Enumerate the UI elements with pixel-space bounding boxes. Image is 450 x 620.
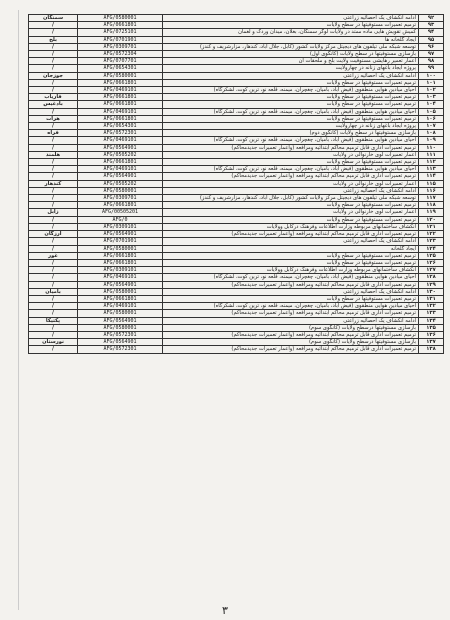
project-code-cell: AFG/0469101: [78, 303, 163, 310]
description-cell: ترمیم تعمیرات مستوفیتها در سطح ولایات: [163, 259, 419, 266]
row-number-cell: ۱۱۷: [419, 195, 444, 202]
row-number-cell: ۱۳۰: [419, 288, 444, 295]
table-row: [29, 317, 444, 324]
project-code-cell: AFG/0469101: [78, 137, 163, 144]
description-cell: اعمار تعمیر رهایشی مستوفیت ولایت بلخ و ملحقات آن: [163, 58, 419, 65]
row-number-cell: ۹۵: [419, 36, 444, 43]
table-row: [29, 274, 444, 281]
province-cell: جوزجان: [29, 72, 78, 79]
row-number-cell: ۱۳۷: [419, 339, 444, 346]
table-row: [29, 216, 444, 223]
table-row: [29, 180, 444, 187]
table-row: [29, 58, 444, 65]
province-cell: غور: [29, 252, 78, 259]
project-code-cell: AFG/0572301: [78, 130, 163, 137]
project-code-cell: AFG/0661801: [78, 101, 163, 108]
province-cell: /: [29, 137, 78, 144]
province-cell: فاریاب: [29, 94, 78, 101]
project-code-cell: AFG/0661801: [78, 79, 163, 86]
row-number-cell: ۱۳۱: [419, 295, 444, 302]
row-number-cell: ۹۹: [419, 65, 444, 72]
row-number-cell: ۱۱۴: [419, 173, 444, 180]
row-number-cell: ۱۳۳: [419, 310, 444, 317]
row-number-cell: ۱۲۱: [419, 223, 444, 230]
description-cell: بازسازی مستوفیتها در سطح ولایات (کانگوی اول): [163, 51, 419, 58]
project-table: [28, 14, 444, 354]
table-row: [29, 259, 444, 266]
row-number-cell: ۱۲۷: [419, 267, 444, 274]
row-number-cell: ۱۰۸: [419, 130, 444, 137]
table-row: [29, 87, 444, 94]
project-code-cell: AFG/0564901: [78, 339, 163, 346]
row-number-cell: ۱۱۱: [419, 151, 444, 158]
table-row: [29, 187, 444, 194]
project-code-cell: AFG/0469101: [78, 108, 163, 115]
project-code-cell: AFG/0707701: [78, 58, 163, 65]
row-number-cell: ۱۳۵: [419, 324, 444, 331]
description-cell: احیای میادین هوایی منطقوی (فیض آباد، بامیان، چغچران، میمنه، قلعه نو، ترین کوت، لشکرگاه): [163, 303, 419, 310]
province-cell: /: [29, 267, 78, 274]
province-cell: بادغیس: [29, 101, 78, 108]
project-code-cell: AFG/0469101: [78, 274, 163, 281]
table-row: [29, 29, 444, 36]
description-cell: احیای میادین هوایی منطقوی (فیض آباد، بامیان، چغچران، میمنه، قلعه نو، ترین کوت، لشکرگاه): [163, 166, 419, 173]
province-cell: /: [29, 79, 78, 86]
project-code-cell: AFG/0309101: [78, 267, 163, 274]
province-cell: /: [29, 324, 78, 331]
table-row: [29, 22, 444, 29]
row-number-cell: ۱۲۲: [419, 231, 444, 238]
row-number-cell: ۱۲۵: [419, 252, 444, 259]
province-cell: ارزگان: [29, 231, 78, 238]
project-code-cell: AFG/0505202: [78, 151, 163, 158]
province-cell: فراه: [29, 130, 78, 137]
row-number-cell: ۹۷: [419, 51, 444, 58]
table-row: [29, 223, 444, 230]
description-cell: ترمیم تعمیرات اداری قابل ترمیم محاکم ابتدائیه ومرافعه (واعمار تعمیرات جدیدمحاکم): [163, 144, 419, 151]
description-cell: کمیش تقویش هایی ماده ممتد در ولایات لوگر سمنگان، بغلان، میدان وردک و لغمان: [163, 29, 419, 36]
table-row: [29, 36, 444, 43]
province-cell: /: [29, 173, 78, 180]
province-cell: /: [29, 216, 78, 223]
table-row: [29, 288, 444, 295]
row-number-cell: ۹۸: [419, 58, 444, 65]
province-cell: /: [29, 346, 78, 353]
description-cell: ادامه انکشاف یک احصائیه زراعتی: [163, 15, 419, 22]
row-number-cell: ۱۰۴: [419, 101, 444, 108]
project-code-cell: AFG/00505201: [78, 209, 163, 216]
row-number-cell: ۱۱۸: [419, 202, 444, 209]
project-code-cell: AFG/0: [78, 216, 163, 223]
table-row: [29, 195, 444, 202]
project-table-body: [29, 15, 444, 354]
province-cell: /: [29, 187, 78, 194]
table-row: [29, 115, 444, 122]
table-row: [29, 339, 444, 346]
project-code-cell: AFG/0661801: [78, 94, 163, 101]
table-row: [29, 151, 444, 158]
row-number-cell: ۱۰۲: [419, 87, 444, 94]
province-cell: /: [29, 281, 78, 288]
project-code-cell: AFG/0580001: [78, 187, 163, 194]
province-cell: /: [29, 108, 78, 115]
project-code-cell: AFG/0661801: [78, 252, 163, 259]
province-cell: /: [29, 295, 78, 302]
description-cell: پروژه ایجاد باغهای زنانه در چهارولایت: [163, 123, 419, 130]
project-code-cell: AFG/0580001: [78, 72, 163, 79]
row-number-cell: ۱۳۸: [419, 346, 444, 353]
row-number-cell: ۱۲۹: [419, 281, 444, 288]
row-number-cell: ۱۱۶: [419, 187, 444, 194]
project-code-cell: AFG/0661801: [78, 295, 163, 302]
description-cell: ترمیم تعمیرات مستوفیتها در سطح ولایات: [163, 202, 419, 209]
project-code-cell: AFG/0725101: [78, 29, 163, 36]
row-number-cell: ۱۲۴: [419, 245, 444, 252]
province-cell: /: [29, 303, 78, 310]
description-cell: ترمیم تعمیرات مستوفیتها در سطح ولایات: [163, 101, 419, 108]
table-row: [29, 238, 444, 245]
description-cell: احیای میادین هوایی منطقوی (فیض آباد، بامیان، چغچران، میمنه، قلعه نو، ترین کوت، لشکرگاه): [163, 274, 419, 281]
row-number-cell: ۱۲۳: [419, 238, 444, 245]
project-code-cell: AFG/0505202: [78, 180, 163, 187]
project-code-cell: AFG/0661801: [78, 159, 163, 166]
table-row: [29, 159, 444, 166]
project-code-cell: AFG/0701901: [78, 238, 163, 245]
description-cell: ادامه انکشاف یک احصائیه زراعتی: [163, 317, 419, 324]
description-cell: ترمیم تعمیرات مستوفیتها در سطح ولایات: [163, 159, 419, 166]
province-cell: /: [29, 51, 78, 58]
project-code-cell: AFG/0309101: [78, 223, 163, 230]
row-number-cell: ۱۱۵: [419, 180, 444, 187]
table-row: [29, 108, 444, 115]
row-number-cell: ۱۱۹: [419, 209, 444, 216]
table-row: [29, 51, 444, 58]
table-row: [29, 209, 444, 216]
row-number-cell: ۱۰۳: [419, 94, 444, 101]
table-row: [29, 252, 444, 259]
row-number-cell: ۱۳۴: [419, 317, 444, 324]
description-cell: ترمیم تعمیرات مستوفیتها در سطح ولایات: [163, 115, 419, 122]
row-number-cell: ۱۰۹: [419, 137, 444, 144]
project-code-cell: AFG/0572304: [78, 51, 163, 58]
description-cell: اعمار تعمیرات لوی خارنوالی در ولایات: [163, 151, 419, 158]
project-code-cell: AFG/0580001: [78, 324, 163, 331]
project-code-cell: AFG/0701901: [78, 36, 163, 43]
project-code-cell: AFG/0654301: [78, 65, 163, 72]
row-number-cell: ۹۳: [419, 22, 444, 29]
description-cell: ترمیم تعمیرات اداری قابل ترمیم محاکم ابتدائیه ومرافعه (واعمار تعمیرات جدیدمحاکم): [163, 346, 419, 353]
project-code-cell: AFG/0580001: [78, 245, 163, 252]
row-number-cell: ۱۰۶: [419, 115, 444, 122]
description-cell: ترمیم تعمیرات مستوفیتها در سطح ولایات: [163, 22, 419, 29]
project-code-cell: AFG/0580001: [78, 288, 163, 295]
table-row: [29, 231, 444, 238]
province-cell: بلخ: [29, 36, 78, 43]
table-row: [29, 346, 444, 353]
province-cell: /: [29, 310, 78, 317]
description-cell: ادامه انکشاف یک احصائیه زراعتی: [163, 72, 419, 79]
province-cell: بامیان: [29, 288, 78, 295]
description-cell: احیای میادین هوایی منطقوی (فیض آباد، بامیان، چغچران، میمنه، قلعه نو، ترین کوت، لشکرگاه): [163, 108, 419, 115]
province-cell: /: [29, 58, 78, 65]
table-row: [29, 267, 444, 274]
description-cell: ترمیم تعمیرات مستوفیتها در سطح ولایات: [163, 94, 419, 101]
project-code-cell: AFG/0654301: [78, 123, 163, 130]
row-number-cell: ۱۰۷: [419, 123, 444, 130]
project-code-cell: AFG/0580001: [78, 15, 163, 22]
description-cell: بازسازی مستوفیتها در سطح ولایات (کانگوی دوم): [163, 130, 419, 137]
table-row: [29, 130, 444, 137]
project-code-cell: AFG/0564901: [78, 231, 163, 238]
row-number-cell: ۱۰۵: [419, 108, 444, 115]
project-code-cell: AFG/0309701: [78, 43, 163, 50]
province-cell: /: [29, 202, 78, 209]
row-number-cell: ۱۳۲: [419, 303, 444, 310]
description-cell: ترمیم تعمیرات اداری قابل ترمیم محاکم ابتدائیه ومرافعه (واعمار تعمیرات جدیدمحاکم): [163, 281, 419, 288]
row-number-cell: ۱۱۳: [419, 166, 444, 173]
province-cell: /: [29, 274, 78, 281]
province-cell: کندهار: [29, 180, 78, 187]
table-row: [29, 15, 444, 22]
description-cell: ترمیم تعمیرات مستوفیتها در سطح ولایات: [163, 295, 419, 302]
row-number-cell: ۹۶: [419, 43, 444, 50]
description-cell: ترمیم تعمیرات اداری قابل ترمیم محاکم ابتدائیه ومرافعه (واعمار تعمیرات جدیدمحاکم): [163, 310, 419, 317]
table-row: [29, 43, 444, 50]
province-cell: /: [29, 331, 78, 338]
project-code-cell: AFG/0564901: [78, 317, 163, 324]
province-cell: /: [29, 65, 78, 72]
project-code-cell: AFG/0309701: [78, 195, 163, 202]
project-code-cell: AFG/0564901: [78, 144, 163, 151]
description-cell: پروژه ایجاد باغهای زنانه در چهارولایت: [163, 65, 419, 72]
table-row: [29, 202, 444, 209]
province-cell: /: [29, 144, 78, 151]
province-cell: /: [29, 22, 78, 29]
description-cell: احیای میادین هوایی منطقوی (فیض آباد، بامیان، چغچران، میمنه، قلعه نو، ترین کوت، لشکرگاه): [163, 137, 419, 144]
province-cell: /: [29, 159, 78, 166]
project-code-cell: AFG/0469101: [78, 166, 163, 173]
description-cell: ادامه انکشاف یک احصائیه زراعتی: [163, 238, 419, 245]
province-cell: /: [29, 259, 78, 266]
province-cell: /: [29, 29, 78, 36]
province-cell: زابل: [29, 209, 78, 216]
row-number-cell: ۱۲۸: [419, 274, 444, 281]
project-code-cell: AFG/0572301: [78, 331, 163, 338]
description-cell: ترمیم تعمیرات مستوفیتها در سطح ولایات: [163, 79, 419, 86]
province-cell: هلمند: [29, 151, 78, 158]
description-cell: توسعه شبکه ملی تیلفون های دیجیتل مرکز ولایات کشور (کابل، جلال آباد، کندهار، مزارشریف و کندز): [163, 43, 419, 50]
table-row: [29, 331, 444, 338]
description-cell: ترمیم تعمیرات مستوفیتها در سطح ولایات: [163, 252, 419, 259]
row-number-cell: ۱۱۲: [419, 159, 444, 166]
page-number: ۳: [222, 604, 228, 617]
province-cell: /: [29, 123, 78, 130]
description-cell: توسعه شبکه ملی تیلفون های دیجیتل مرکز ولایات کشور (کابل، جلال آباد، کندهار، مزارشریف و کندز): [163, 195, 419, 202]
project-code-cell: AFG/0661801: [78, 22, 163, 29]
scan-margin: [18, 10, 19, 610]
table-row: [29, 101, 444, 108]
project-code-cell: AFG/0580001: [78, 310, 163, 317]
description-cell: ترمیم تعمیرات مستوفیتها در سطح ولایات: [163, 216, 419, 223]
row-number-cell: ۹۲: [419, 15, 444, 22]
table-row: [29, 65, 444, 72]
project-code-cell: AFG/0564901: [78, 281, 163, 288]
table-row: [29, 166, 444, 173]
description-cell: ادامه انکشاف یک احصائیه زراعتی: [163, 187, 419, 194]
project-code-cell: AFG/0572301: [78, 346, 163, 353]
row-number-cell: ۱۰۰: [419, 72, 444, 79]
table-row: [29, 281, 444, 288]
province-cell: هرات: [29, 115, 78, 122]
table-row: [29, 295, 444, 302]
description-cell: اعمار تعمیرات لوی خارنوالی در ولایات: [163, 180, 419, 187]
project-code-cell: AFG/0564901: [78, 173, 163, 180]
table-row: [29, 303, 444, 310]
project-code-cell: AFG/0661801: [78, 202, 163, 209]
row-number-cell: ۱۳۶: [419, 331, 444, 338]
table-row: [29, 245, 444, 252]
project-code-cell: AFG/0661801: [78, 115, 163, 122]
description-cell: ادامه انکشاف یک احصائیه زراعتی: [163, 288, 419, 295]
table-row: [29, 72, 444, 79]
province-cell: /: [29, 223, 78, 230]
table-row: [29, 79, 444, 86]
province-cell: /: [29, 245, 78, 252]
row-number-cell: ۱۱۰: [419, 144, 444, 151]
description-cell: احیای میادین هوایی منطقوی (فیض آباد، بامیان، چغچران، میمنه، قلعه نو، ترین کوت، لشکرگاه): [163, 87, 419, 94]
description-cell: بازسازی مستوفیتها درسطح ولایات (کانگوی سوم): [163, 324, 419, 331]
province-cell: پکتیکا: [29, 317, 78, 324]
province-cell: /: [29, 195, 78, 202]
description-cell: بازسازی مستوفیتها درسطح ولایات (کانگوی سوم): [163, 339, 419, 346]
table-row: [29, 137, 444, 144]
project-code-cell: AFG/0661801: [78, 259, 163, 266]
table-row: [29, 310, 444, 317]
province-cell: /: [29, 166, 78, 173]
table-row: [29, 324, 444, 331]
province-cell: نورستان: [29, 339, 78, 346]
row-number-cell: ۹۴: [419, 29, 444, 36]
project-code-cell: AFG/0469101: [78, 87, 163, 94]
province-cell: /: [29, 87, 78, 94]
table-row: [29, 123, 444, 130]
province-cell: /: [29, 43, 78, 50]
description-cell: ترمیم تعمیرات اداری قابل ترمیم محاکم ابتدائیه ومرافعه (واعمار تعمیرات جدیدمحاکم): [163, 331, 419, 338]
row-number-cell: ۱۲۶: [419, 259, 444, 266]
table-row: [29, 144, 444, 151]
province-cell: سمنگان: [29, 15, 78, 22]
description-cell: انکشاف ساختمانهای مربوطه وزارت اطلاعات وفرهنگ درکابل وولایات: [163, 267, 419, 274]
description-cell: ترمیم تعمیرات اداری قابل ترمیم محاکم ابتدائیه ومرافعه (واعمار تعمیرات جدیدمحاکم): [163, 173, 419, 180]
description-cell: انکشاف ساختمانهای مربوطه وزارت اطلاعات وفرهنگ درکابل وولایات: [163, 223, 419, 230]
description-cell: ترمیم تعمیرات اداری قابل ترمیم محاکم ابتدائیه ومرافعه (واعمار تعمیرات جدیدمحاکم): [163, 231, 419, 238]
province-cell: /: [29, 238, 78, 245]
row-number-cell: ۱۰۱: [419, 79, 444, 86]
description-cell: ایجاد گلخانه ها: [163, 36, 419, 43]
description-cell: ایجاد گلخانه: [163, 245, 419, 252]
row-number-cell: ۱۲۰: [419, 216, 444, 223]
description-cell: اعمار تعمیرات لوی خارنوالی در ولایات: [163, 209, 419, 216]
table-row: [29, 94, 444, 101]
table-row: [29, 173, 444, 180]
